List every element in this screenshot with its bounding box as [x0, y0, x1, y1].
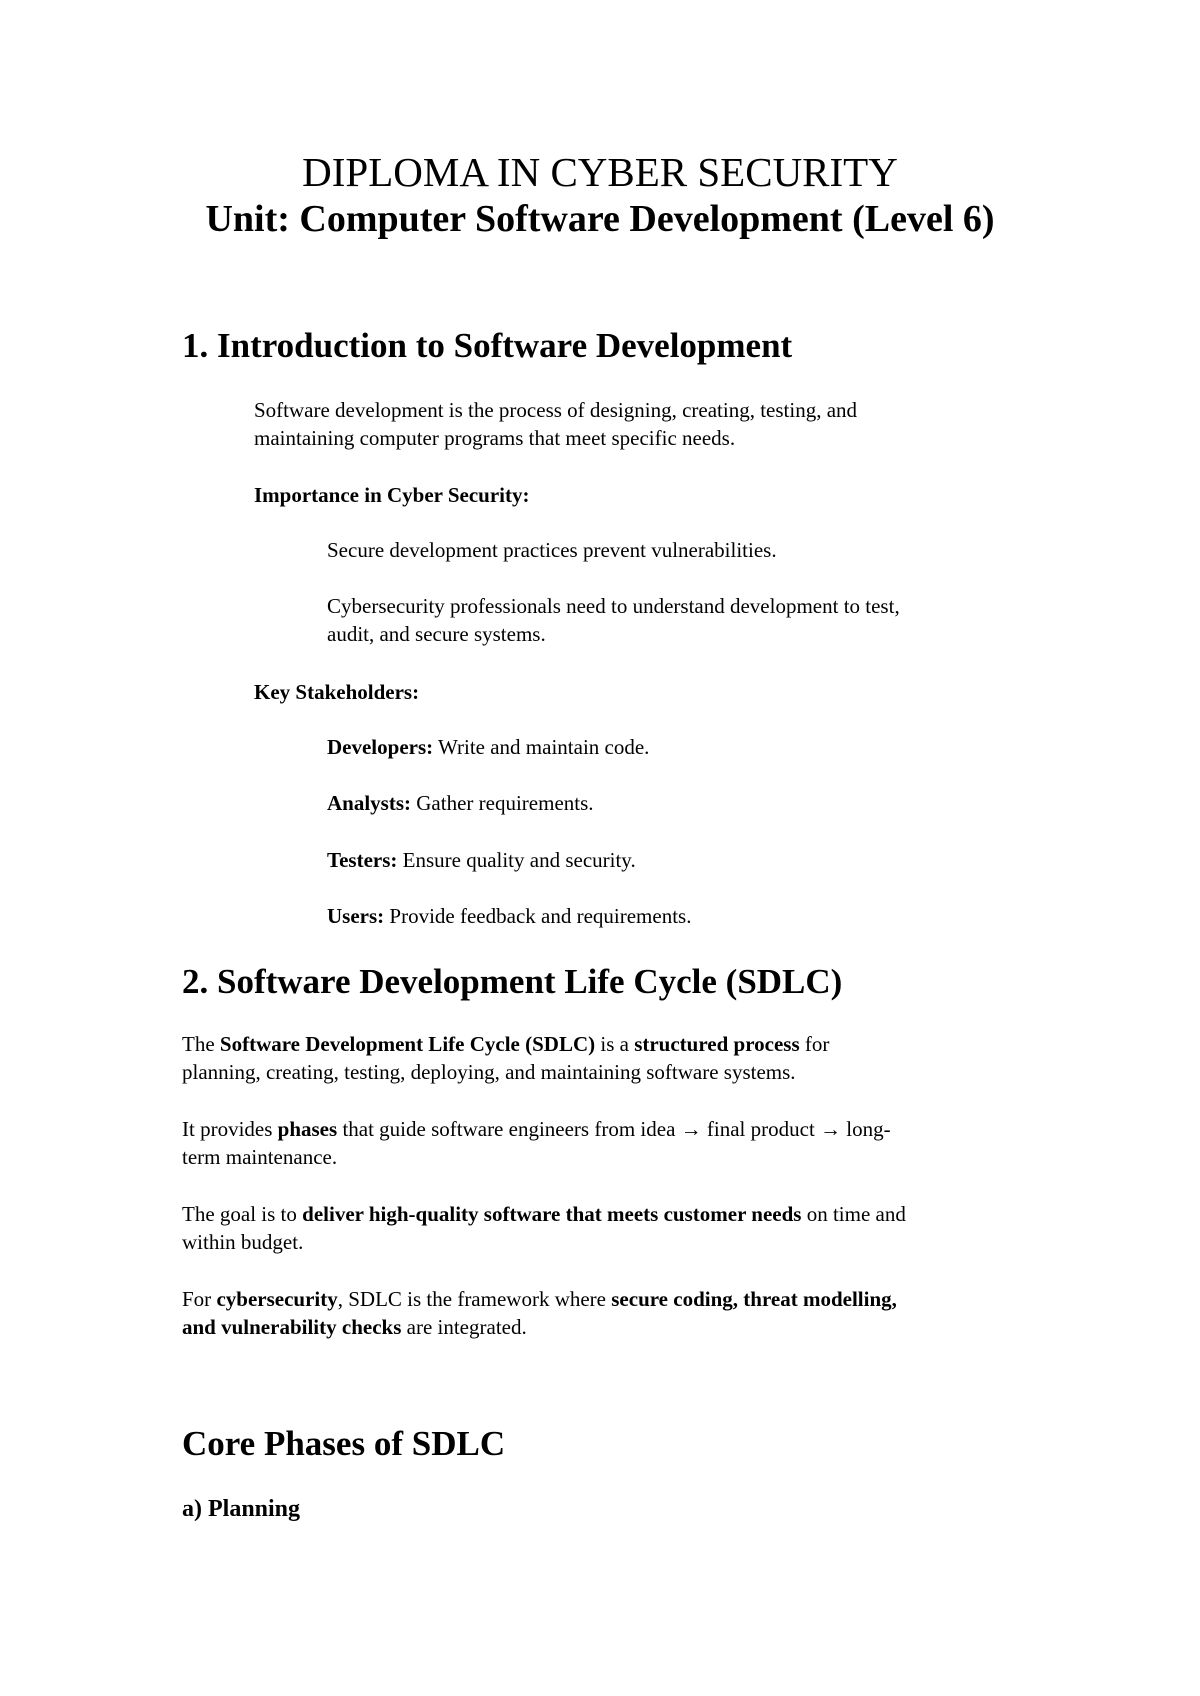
- stakeholder-testers: Testers: Ensure quality and security.: [327, 848, 636, 872]
- sdlc-paragraph-3-line-2: within budget.: [182, 1230, 304, 1254]
- intro-paragraph-line-1: Software development is the process of designing, creating, testing, and: [254, 398, 858, 422]
- sdlc-paragraph-2-line-2: term maintenance.: [182, 1145, 338, 1169]
- importance-item-2-line-2: audit, and secure systems.: [327, 622, 546, 646]
- stakeholders-heading: Key Stakeholders:: [254, 680, 420, 704]
- document-title: DIPLOMA IN CYBER SECURITY: [302, 149, 898, 195]
- section-1-heading: 1. Introduction to Software Development: [182, 326, 793, 365]
- sdlc-paragraph-3-line-1: The goal is to deliver high-quality software that meets customer needs on time and: [182, 1202, 906, 1226]
- sdlc-paragraph-1-line-1: The Software Development Life Cycle (SDLC) is a structured process for: [182, 1032, 830, 1056]
- unit-title: Unit: Computer Software Development (Level 6): [205, 198, 995, 240]
- intro-paragraph-line-2: maintaining computer programs that meet specific needs.: [254, 426, 736, 450]
- sdlc-paragraph-4-line-2: and vulnerability checks are integrated.: [182, 1315, 527, 1339]
- section-2-heading: 2. Software Development Life Cycle (SDLC): [182, 962, 843, 1001]
- stakeholder-developers: Developers: Write and maintain code.: [327, 735, 650, 759]
- importance-item-1: Secure development practices prevent vulnerabilities.: [327, 538, 777, 562]
- importance-item-2-line-1: Cybersecurity professionals need to understand development to test,: [327, 594, 900, 618]
- sdlc-paragraph-1-line-2: planning, creating, testing, deploying, and maintaining software systems.: [182, 1060, 796, 1084]
- planning-subheading: a) Planning: [182, 1496, 301, 1522]
- stakeholder-users: Users: Provide feedback and requirements.: [327, 904, 692, 928]
- importance-heading: Importance in Cyber Security:: [254, 483, 530, 507]
- sdlc-paragraph-2-line-1: It provides phases that guide software engineers from idea → final product → long-: [182, 1117, 891, 1141]
- stakeholder-analysts: Analysts: Gather requirements.: [327, 791, 594, 815]
- core-phases-heading: Core Phases of SDLC: [182, 1424, 506, 1463]
- sdlc-paragraph-4-line-1: For cybersecurity, SDLC is the framework where secure coding, threat modelling,: [182, 1287, 897, 1311]
